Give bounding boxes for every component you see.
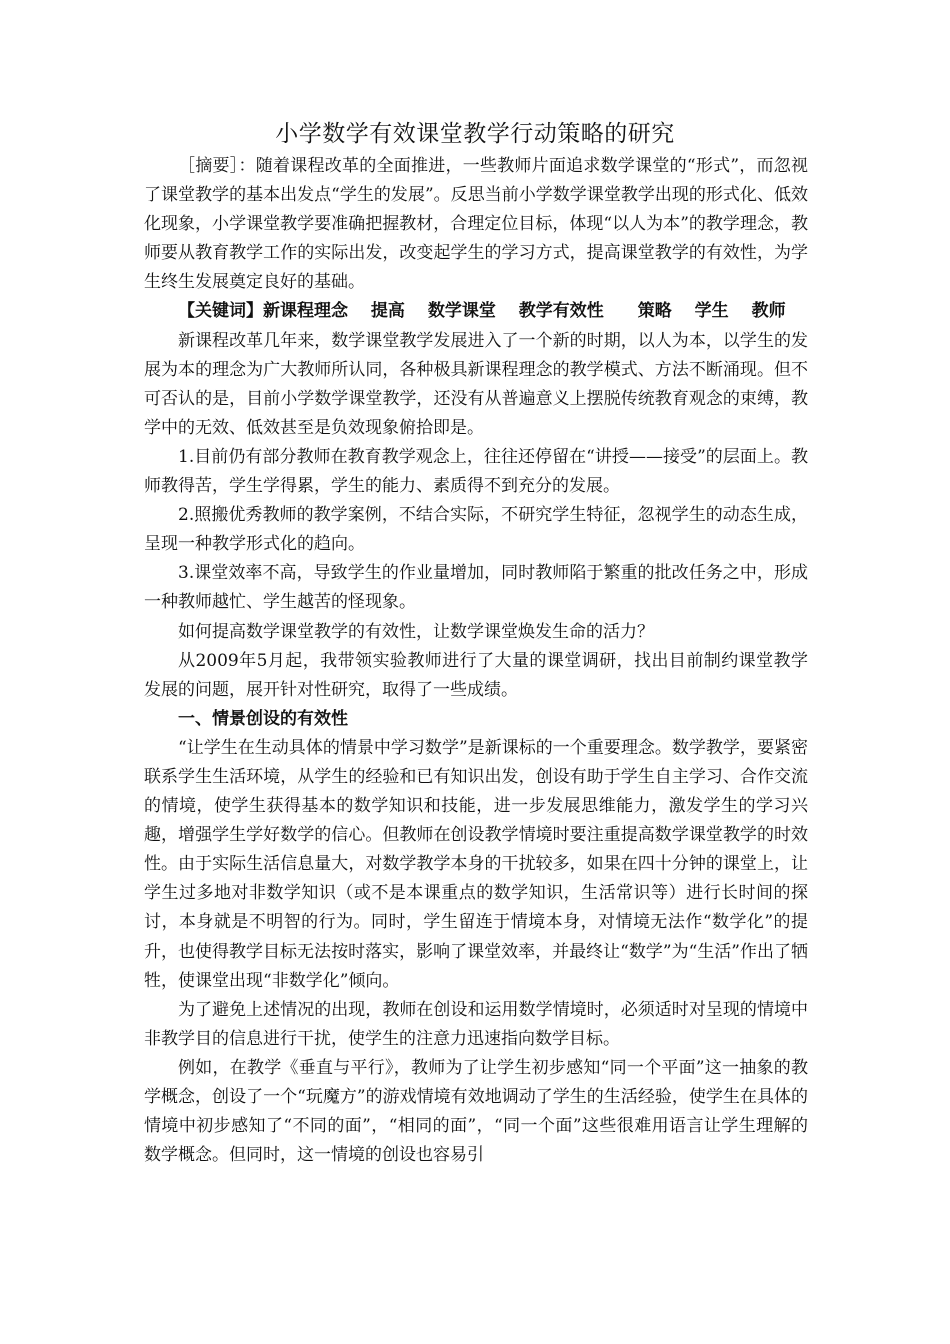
document-title: 小学数学有效课堂教学行动策略的研究 (275, 121, 675, 147)
section-paragraph: 为了避免上述情况的出现，教师在创设和运用数学情境时，必须适时对呈现的情境中非教学目的信息进行干扰，使学生的注意力迅速指向数学目标。 (144, 999, 808, 1049)
abstract-label: ［摘要］： (178, 156, 256, 176)
problem-item-1: 1.目前仍有部分教师在教育教学观念上，往往还停留在“讲授——接受”的层面上。教师教得苦，学生学得累，学生的能力、素质得不到充分的发展。 (144, 446, 808, 497)
section-paragraph: “让学生在生动具体的情景中学习数学”是新课标的一个重要理念。数学教学，要紧密联系学生生活环境，从学生的经验和已有知识出发，创设有助于学生自主学习、合作交流的情境，使学生获得基本的数学知识和技能，进一步发展思维能力，激发学生的学习兴趣，增强学生学好数学的信心。但教师在创设教学情境时要注重提高数学课堂教学的时效性。由于实际生活信息量大，对数学教学本身的干扰较多，如果在四十分钟的课堂上，让学生过多地对非数学知识（或不是本课重点的数学知识，生活常识等）进行长时间的探讨，本身就是不明智的行为。同时，学生留连于情境本身，对情境无法作“数学化”的提升，也使得教学目标无法按时落实，影响了课堂效率，并最终让“数学”为“生活”作出了牺牲，使课堂出现“非数学化”倾向。 (144, 737, 808, 991)
keywords-text: 新课程理念 提高 数学课堂 教学有效性 策略 学生 教师 (263, 301, 786, 322)
keywords-label: 【关键词】 (178, 301, 263, 322)
intro-paragraph: 新课程改革几年来，数学课堂教学发展进入了一个新的时期，以人为本，以学生的发展为本的理念为广大教师所认同，各种极具新课程理念的教学模式、方法不断涌现。但不可否认的是，目前小学数学课堂教学，还没有从普遍意义上摆脱传统教育观念的束缚，教学中的无效、低效甚至是负效现象俯拾即是。 (144, 330, 808, 438)
section-paragraph: 例如，在教学《垂直与平行》，教师为了让学生初步感知“同一个平面”这一抽象的教学概念，创设了一个“玩魔方”的游戏情境有效地调动了学生的生活经验，使学生在具体的情境中初步感知了“不同的面”，“相同的面”，“同一个面”这些很难用语言让学生理解的数学概念。但同时，这一情境的创设也容易引 (144, 1057, 808, 1166)
research-paragraph: 从2009年5月起，我带领实验教师进行了大量的课堂调研，找出目前制约课堂教学发展的问题，展开针对性研究，取得了一些成绩。 (144, 650, 808, 700)
document-body (144, 152, 808, 1170)
abstract-text: 随着课程改革的全面推进，一些教师片面追求数学课堂的“形式”，而忽视了课堂教学的基本出发点“学生的发展”。反思当前小学数学课堂教学出现的形式化、低效化现象，小学课堂教学要准确把握教材，合理定位目标，体现“以人为本”的教学理念，教师要从教育教学工作的实际出发，改变起学生的学习方式，提高课堂教学的有效性，为学生终生发展奠定良好的基础。 (144, 156, 808, 293)
abstract-paragraph (144, 152, 808, 297)
problem-item-3: 3.课堂效率不高，导致学生的作业量增加，同时教师陷于繁重的批改任务之中，形成一种教师越忙、学生越苦的怪现象。 (144, 563, 808, 613)
question-paragraph: 如何提高数学课堂教学的有效性，让数学课堂焕发生命的活力？ (178, 621, 654, 642)
problem-item-2: 2.照搬优秀教师的教学案例，不结合实际，不研究学生特征，忽视学生的动态生成，呈现一种教学形式化的趋向。 (144, 505, 808, 555)
section-heading: 一、情景创设的有效性 (178, 708, 348, 729)
keywords-paragraph (144, 297, 808, 326)
